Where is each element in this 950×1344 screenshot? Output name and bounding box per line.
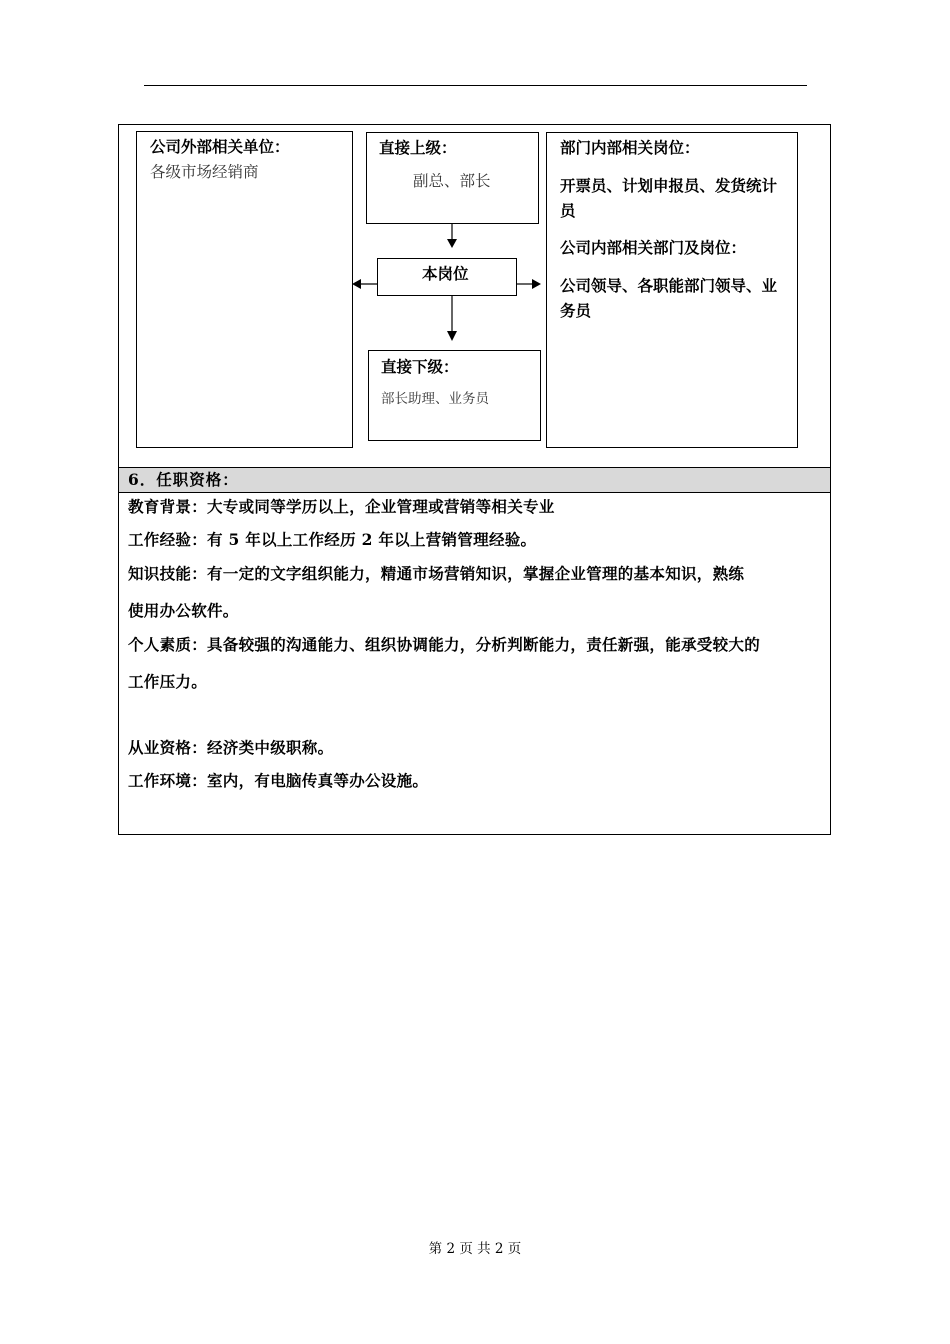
education-requirement: 教育背景：大专或同等学历以上，企业管理或营销等相关专业 xyxy=(128,497,555,516)
direct-superior-title: 直接上级： xyxy=(379,138,457,157)
personal-quality-line2: 工作压力。 xyxy=(128,672,208,691)
skills-requirement-line2: 使用办公软件。 xyxy=(128,601,239,620)
internal-positions-value-line2: 员 xyxy=(560,201,576,220)
certification-requirement: 从业资格：经济类中级职称。 xyxy=(128,738,334,757)
direct-superior-value: 副总、部长 xyxy=(413,172,491,190)
this-position-title: 本岗位 xyxy=(422,264,469,283)
experience-requirement: 工作经验：有 5 年以上工作经历 2 年以上营销管理经验。 xyxy=(128,530,537,549)
direct-subordinate-title: 直接下级： xyxy=(381,357,459,376)
arrow-self-to-subordinate xyxy=(447,296,457,341)
external-units-value: 各级市场经销商 xyxy=(150,163,259,181)
company-departments-title: 公司内部相关部门及岗位： xyxy=(560,238,747,257)
skills-requirement-line1: 知识技能：有一定的文字组织能力，精通市场营销知识，掌握企业管理的基本知识，熟练 xyxy=(128,564,745,583)
page-footer: 第 2 页 共 2 页 xyxy=(428,1241,522,1257)
arrow-superior-to-self xyxy=(447,224,457,248)
direct-subordinate-value: 部长助理、业务员 xyxy=(381,391,489,407)
personal-quality-line1: 个人素质：具备较强的沟通能力、组织协调能力，分析判断能力，责任新强，能承受较大的 xyxy=(128,635,761,654)
company-departments-value-line2: 务员 xyxy=(560,301,592,320)
external-units-title: 公司外部相关单位： xyxy=(150,137,290,156)
arrow-self-to-external xyxy=(352,279,377,289)
qualifications-section-title: 6．任职资格： xyxy=(128,470,239,489)
arrow-self-to-internal xyxy=(517,279,541,289)
work-environment: 工作环境：室内，有电脑传真等办公设施。 xyxy=(128,771,429,790)
internal-positions-value-line1: 开票员、计划申报员、发货统计 xyxy=(560,176,778,195)
internal-positions-title: 部门内部相关岗位： xyxy=(560,138,700,157)
company-departments-value-line1: 公司领导、各职能部门领导、业 xyxy=(560,276,778,295)
